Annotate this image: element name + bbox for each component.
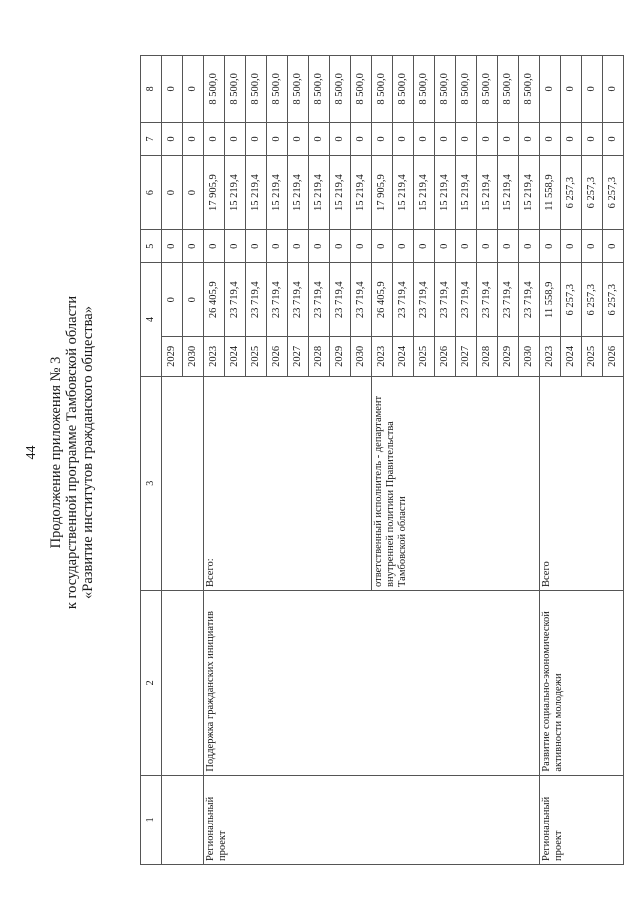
year-cell: 2027 [288, 337, 309, 376]
value-cell-c8: 0 [183, 56, 204, 123]
value-cell-c5: 0 [456, 230, 477, 263]
col-header-1: 1 [141, 775, 162, 864]
value-cell-c7: 0 [330, 122, 351, 155]
value-cell-c7: 0 [519, 122, 540, 155]
value-cell-c6: 15 219,4 [435, 156, 456, 230]
header-row [141, 56, 162, 865]
funding-table [140, 55, 624, 865]
executor-cell: Всего [540, 376, 624, 590]
value-cell-c6: 15 219,4 [456, 156, 477, 230]
value-cell-c5: 0 [393, 230, 414, 263]
year-cell: 2030 [183, 337, 204, 376]
value-cell-c5: 0 [267, 230, 288, 263]
value-cell-c8: 0 [561, 56, 582, 123]
value-cell-c7: 0 [393, 122, 414, 155]
col3-empty-cell [162, 376, 204, 590]
year-cell: 2029 [162, 337, 183, 376]
value-cell-c8: 8 500,0 [414, 56, 435, 123]
value-cell-c8: 0 [162, 56, 183, 123]
value-cell-c5: 0 [288, 230, 309, 263]
year-cell: 2026 [435, 337, 456, 376]
value-cell-c6: 15 219,4 [309, 156, 330, 230]
project-name-cell: Поддержка гражданских инициатив [204, 590, 540, 775]
year-cell: 2025 [246, 337, 267, 376]
value-cell-c6: 15 219,4 [393, 156, 414, 230]
year-cell: 2023 [540, 337, 561, 376]
value-cell-c6: 15 219,4 [246, 156, 267, 230]
value-cell-c4: 23 719,4 [519, 263, 540, 337]
value-cell-c4: 23 719,4 [246, 263, 267, 337]
year-cell: 2025 [582, 337, 603, 376]
executor-cell: ответственный исполнитель - департамент внутренней политики Правительства Тамбовской области [372, 376, 540, 590]
value-cell-c8: 0 [540, 56, 561, 123]
year-cell: 2030 [519, 337, 540, 376]
value-cell-c5: 0 [330, 230, 351, 263]
value-cell-c7: 0 [372, 122, 393, 155]
value-cell-c8: 8 500,0 [267, 56, 288, 123]
table-row [540, 56, 561, 865]
value-cell-c7: 0 [477, 122, 498, 155]
value-cell-c7: 0 [435, 122, 456, 155]
value-cell-c6: 15 219,4 [267, 156, 288, 230]
value-cell-c6: 0 [183, 156, 204, 230]
value-cell-c8: 8 500,0 [456, 56, 477, 123]
value-cell-c4: 6 257,3 [582, 263, 603, 337]
value-cell-c5: 0 [204, 230, 225, 263]
value-cell-c5: 0 [582, 230, 603, 263]
value-cell-c4: 26 405,9 [372, 263, 393, 337]
value-cell-c8: 8 500,0 [225, 56, 246, 123]
value-cell-c5: 0 [372, 230, 393, 263]
value-cell-c6: 15 219,4 [225, 156, 246, 230]
value-cell-c4: 23 719,4 [267, 263, 288, 337]
value-cell-c5: 0 [498, 230, 519, 263]
value-cell-c5: 0 [561, 230, 582, 263]
col-header-6: 6 [141, 156, 162, 230]
value-cell-c6: 15 219,4 [351, 156, 372, 230]
value-cell-c6: 15 219,4 [414, 156, 435, 230]
value-cell-c7: 0 [288, 122, 309, 155]
value-cell-c5: 0 [414, 230, 435, 263]
col-header-3: 3 [141, 376, 162, 590]
value-cell-c5: 0 [477, 230, 498, 263]
value-cell-c7: 0 [246, 122, 267, 155]
year-cell: 2028 [477, 337, 498, 376]
col-header-2: 2 [141, 590, 162, 775]
value-cell-c5: 0 [225, 230, 246, 263]
value-cell-c6: 15 219,4 [330, 156, 351, 230]
col1-empty-cell [162, 775, 204, 864]
value-cell-c8: 8 500,0 [351, 56, 372, 123]
col-header-4: 4 [141, 263, 162, 376]
value-cell-c7: 0 [309, 122, 330, 155]
project-type-cell: Региональный проект [204, 775, 540, 864]
year-cell: 2024 [561, 337, 582, 376]
value-cell-c5: 0 [183, 230, 204, 263]
value-cell-c4: 6 257,3 [561, 263, 582, 337]
value-cell-c4: 23 719,4 [477, 263, 498, 337]
value-cell-c6: 15 219,4 [519, 156, 540, 230]
value-cell-c4: 23 719,4 [351, 263, 372, 337]
value-cell-c5: 0 [309, 230, 330, 263]
value-cell-c8: 8 500,0 [477, 56, 498, 123]
col-header-5: 5 [141, 230, 162, 263]
value-cell-c6: 6 257,3 [603, 156, 624, 230]
year-cell: 2023 [372, 337, 393, 376]
value-cell-c7: 0 [204, 122, 225, 155]
value-cell-c7: 0 [162, 122, 183, 155]
value-cell-c4: 23 719,4 [435, 263, 456, 337]
value-cell-c7: 0 [351, 122, 372, 155]
value-cell-c8: 0 [582, 56, 603, 123]
value-cell-c4: 23 719,4 [288, 263, 309, 337]
value-cell-c8: 8 500,0 [498, 56, 519, 123]
value-cell-c4: 23 719,4 [456, 263, 477, 337]
value-cell-c7: 0 [603, 122, 624, 155]
page-number: 44 [24, 445, 39, 460]
value-cell-c4: 23 719,4 [330, 263, 351, 337]
project-type-cell: Региональный проект [540, 775, 624, 864]
year-cell: 2023 [204, 337, 225, 376]
value-cell-c4: 23 719,4 [414, 263, 435, 337]
value-cell-c4: 0 [162, 263, 183, 337]
value-cell-c4: 23 719,4 [225, 263, 246, 337]
table-row [204, 56, 225, 865]
project-name-cell: Развитие социально-экономической активности молодежи [540, 590, 624, 775]
value-cell-c6: 17 905,9 [204, 156, 225, 230]
value-cell-c5: 0 [519, 230, 540, 263]
value-cell-c8: 8 500,0 [246, 56, 267, 123]
value-cell-c6: 15 219,4 [477, 156, 498, 230]
value-cell-c5: 0 [435, 230, 456, 263]
value-cell-c7: 0 [456, 122, 477, 155]
value-cell-c8: 8 500,0 [393, 56, 414, 123]
header-line-3: «Развитие институтов гражданского общества» [80, 306, 96, 599]
value-cell-c7: 0 [183, 122, 204, 155]
col-header-7: 7 [141, 122, 162, 155]
year-cell: 2027 [456, 337, 477, 376]
year-cell: 2025 [414, 337, 435, 376]
year-cell: 2026 [603, 337, 624, 376]
value-cell-c5: 0 [540, 230, 561, 263]
value-cell-c6: 15 219,4 [288, 156, 309, 230]
header-line-2: к государственной программе Тамбовской области [64, 295, 80, 610]
year-cell: 2028 [309, 337, 330, 376]
value-cell-c7: 0 [561, 122, 582, 155]
value-cell-c4: 26 405,9 [204, 263, 225, 337]
value-cell-c5: 0 [603, 230, 624, 263]
year-cell: 2024 [393, 337, 414, 376]
col-header-8: 8 [141, 56, 162, 123]
value-cell-c7: 0 [498, 122, 519, 155]
value-cell-c8: 8 500,0 [288, 56, 309, 123]
value-cell-c7: 0 [225, 122, 246, 155]
value-cell-c7: 0 [267, 122, 288, 155]
col2-empty-cell [162, 590, 204, 775]
value-cell-c6: 6 257,3 [561, 156, 582, 230]
value-cell-c6: 6 257,3 [582, 156, 603, 230]
year-cell: 2030 [351, 337, 372, 376]
value-cell-c6: 0 [162, 156, 183, 230]
value-cell-c4: 6 257,3 [603, 263, 624, 337]
year-cell: 2029 [330, 337, 351, 376]
value-cell-c4: 23 719,4 [309, 263, 330, 337]
value-cell-c8: 8 500,0 [309, 56, 330, 123]
value-cell-c7: 0 [582, 122, 603, 155]
value-cell-c5: 0 [162, 230, 183, 263]
value-cell-c7: 0 [414, 122, 435, 155]
table-row [162, 56, 183, 865]
value-cell-c6: 11 558,9 [540, 156, 561, 230]
header-line-1: Продолжение приложения № 3 [48, 356, 64, 549]
value-cell-c4: 0 [183, 263, 204, 337]
executor-cell: Всего: [204, 376, 372, 590]
value-cell-c6: 17 905,9 [372, 156, 393, 230]
value-cell-c5: 0 [351, 230, 372, 263]
value-cell-c8: 8 500,0 [372, 56, 393, 123]
year-cell: 2024 [225, 337, 246, 376]
value-cell-c5: 0 [246, 230, 267, 263]
year-cell: 2026 [267, 337, 288, 376]
value-cell-c4: 23 719,4 [393, 263, 414, 337]
value-cell-c8: 0 [603, 56, 624, 123]
value-cell-c6: 15 219,4 [498, 156, 519, 230]
value-cell-c8: 8 500,0 [330, 56, 351, 123]
value-cell-c7: 0 [540, 122, 561, 155]
value-cell-c8: 8 500,0 [435, 56, 456, 123]
year-cell: 2029 [498, 337, 519, 376]
value-cell-c8: 8 500,0 [204, 56, 225, 123]
value-cell-c4: 23 719,4 [498, 263, 519, 337]
value-cell-c8: 8 500,0 [519, 56, 540, 123]
value-cell-c4: 11 558,9 [540, 263, 561, 337]
